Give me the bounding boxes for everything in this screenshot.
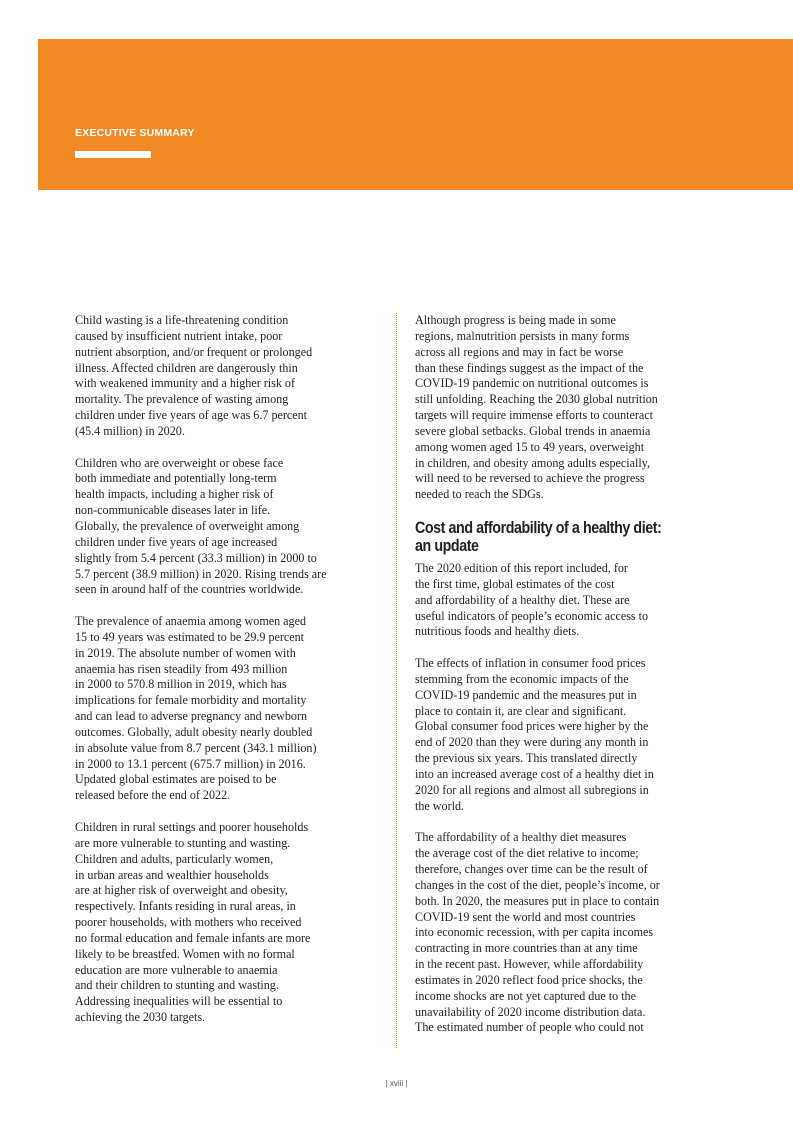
header-rule xyxy=(75,151,151,158)
paragraph-progress: Although progress is being made in some regions, malnutrition persists in many forms across all regions and may in fact be worse than these findings suggest as the impact of the COVID-19 pandemic on nutritional outcomes is still unfolding. Reaching the 2030 global nutrition targets will require immense efforts to counteract severe global setbacks. Global trends in anaemia among women aged 15 to 49 years, overweight in children, and obesity among adults especially, will need to be reversed to achieve the progress needed to reach the SDGs. xyxy=(415,313,658,502)
column-divider xyxy=(396,313,397,1048)
header-banner xyxy=(38,39,793,190)
paragraph-inflation: The effects of inflation in consumer food prices stemming from the economic impacts of the COVID-19 pandemic and the measures put in place to contain it, are clear and significant. Global consumer food prices were higher by the end of 2020 than they were during any month in the previous six years. This translated directly into an increased average cost of a healthy diet in 2020 for all regions and almost all subregions in the world. xyxy=(415,656,654,813)
section-heading: Cost and affordability of a healthy diet: an update xyxy=(415,517,662,555)
paragraph-overweight: Children who are overweight or obese face both immediate and potentially long-term health impacts, including a higher risk of non-communicable diseases later in life. Globally, the prevalence of overweight among children under five years of age increased slightly from 5.4 percent (33.3 million) in 2000 to 5.7 percent (38.9 million) in 2020. Rising trends are seen in around half of the countries worldwide. xyxy=(75,455,327,597)
left-column xyxy=(75,313,385,1042)
paragraph-anaemia: The prevalence of anaemia among women aged 15 to 49 years was estimated to be 29.9 percent in 2019. The absolute number of women with anaemia has risen steadily from 493 million in 2000 to 570.8 million in 2019, which has implications for female morbidity and mortality and can lead to adverse pregnancy and newborn outcomes. Globally, adult obesity nearly doubled in absolute value from 8.7 percent (343.1 million) in 2000 to 13.1 percent (675.7 million) in 2016. Updated global estimates are poised to be released before the end of 2022. xyxy=(75,614,317,803)
page-number: | xviii | xyxy=(385,1079,408,1088)
paragraph-2020-edition: The 2020 edition of this report included, for the first time, global estimates of the cost and affordability of a healthy diet. These are useful indicators of people’s economic access to nutritious foods and healthy diets. xyxy=(415,560,649,639)
paragraph-inequalities: Children in rural settings and poorer households are more vulnerable to stunting and wasting. Children and adults, particularly women, in urban areas and wealthier households are at higher risk of overweight and obesity, respectively. Infants residing in rural areas, in poorer households, with mothers who received no formal education and female infants are more likely to be breastfed. Women with no formal education are more vulnerable to anaemia and their children to stunting and wasting. Addressing inequalities will be essential to achieving the 2030 targets. xyxy=(75,820,311,1025)
right-column xyxy=(415,313,725,1052)
paragraph-affordability: The affordability of a healthy diet measures the average cost of the diet relative to income; therefore, changes over time can be the result of changes in the cost of the diet, people’s income, or both. In 2020, the measures put in place to contain COVID-19 sent the world and most countries into economic recession, with per capita incomes contracting in more countries than at any time in the recent past. However, while affordability estimates in 2020 reflect food price shocks, the income shocks are not yet captured due to the unavailability of 2020 income distribution data. The estimated number of people who could not xyxy=(415,830,660,1035)
section-label: EXECUTIVE SUMMARY xyxy=(75,127,195,139)
paragraph-child-wasting: Child wasting is a life-threatening condition caused by insufficient nutrient intake, poor nutrient absorption, and/or frequent or prolonged illness. Affected children are dangerously thin with weakened immunity and a higher risk of mortality. The prevalence of wasting among children under five years of age was 6.7 percent (45.4 million) in 2020. xyxy=(75,313,313,438)
